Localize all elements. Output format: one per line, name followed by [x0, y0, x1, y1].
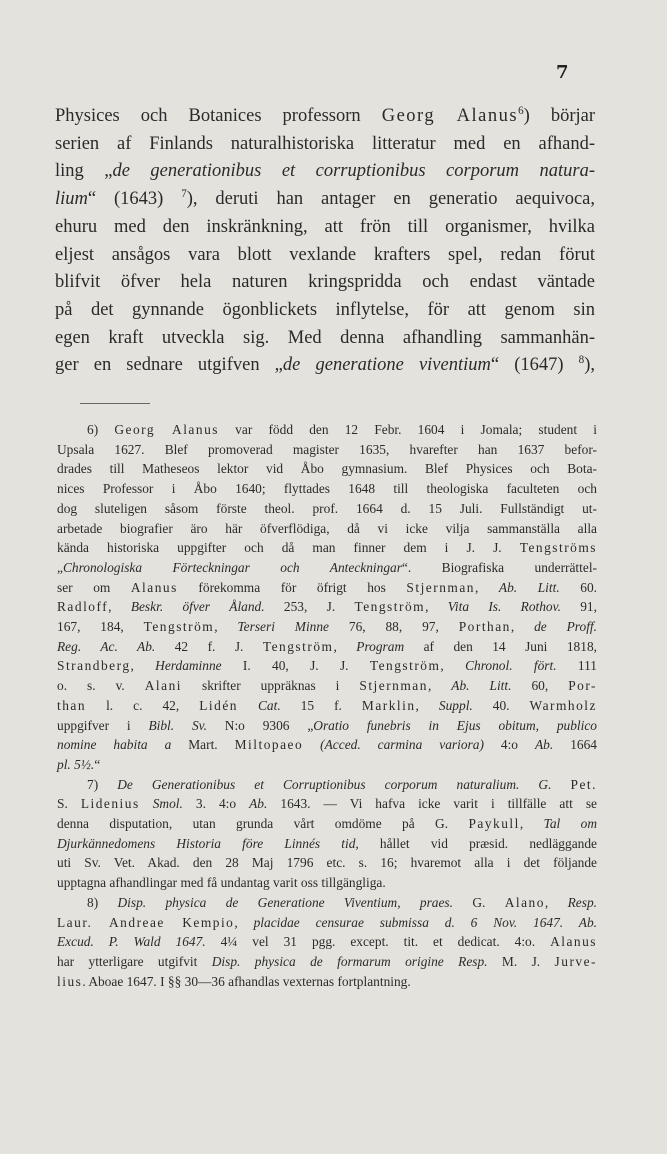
footnote-line: nomine habita a Mart. Miltopaeo (Acced. carmina variora) 4:o Ab. 1664	[57, 737, 597, 753]
footnote-line: Strandberg, Herdaminne I. 40, J. J. Tengström, Chronol. fört. 111	[57, 658, 597, 674]
footnote-line: Reg. Ac. Ab. 42 f. J. Tengström, Program af den 14 Juni 1818,	[57, 638, 597, 654]
footnote-line: kända historiska uppgifter och då man finner dem i J. J. Tengströms	[57, 540, 597, 556]
footnote-line: S. Lidenius Smol. 3. 4:o Ab. 1643. — Vi hafva icke varit i tillfälle att se	[57, 796, 597, 812]
footnote-divider	[80, 403, 150, 404]
footnote-line: lius. Aboae 1647. I §§ 30—36 afhandlas vexternas fortplantning.	[57, 973, 411, 989]
page-number: 7	[556, 62, 569, 83]
footnote-line: 167, 184, Tengström, Terseri Minne 76, 88, 97, Porthan, de Proff.	[57, 619, 598, 635]
body-line: serien af Finlands naturalhistoriska litteratur med en afhand-	[55, 133, 595, 154]
footnote-line: uppgifver i Bibl. Sv. N:o 9306 „Oratio funebris in Ejus obitum, publico	[57, 717, 597, 733]
footnote-line: pl. 5½.“	[57, 756, 101, 772]
footnote-line: denna disputation, utan grunda vårt omdöme på G. Paykull, Tal om	[57, 816, 597, 832]
body-line: egen kraft utveckla sig. Med denna afhandling sammanhän-	[55, 327, 595, 348]
footnote-line: „Chronologiska Förteckningar och Anteckningar“. Biografiska underrättel-	[57, 559, 597, 575]
body-line: på det gynnande ögonblickets inflytelse, för att genom sin	[55, 299, 595, 320]
footnote-line: Radloff, Beskr. öfver Åland. 253, J. Tengström, Vita Is. Rothov. 91,	[57, 599, 597, 615]
footnotes	[57, 420, 597, 991]
footnote-line: 6) Georg Alanus var född den 12 Febr. 1604 i Jomala; student i	[87, 422, 597, 437]
footnote-line: har ytterligare utgifvit Disp. physica de formarum origine Resp. M. J. Jurve-	[57, 953, 597, 969]
footnote-line: dog sluteligen såsom förste theol. prof. 1664 d. 15 Juli. Fullständigt ut-	[57, 500, 597, 516]
body-line: blifvit öfver hela naturen kringspridda och endast väntade	[55, 272, 595, 293]
footnote-line: drades till Matheseos lektor vid Åbo gymnasium. Blef Physices och Bota-	[57, 461, 597, 477]
body-line: ling „de generationibus et corruptionibus corporum natura-	[55, 161, 595, 182]
footnote-line: than l. c. 42, Lidén Cat. 15 f. Marklin, Suppl. 40. Warmholz	[57, 697, 597, 713]
body-line: ger en sednare utgifven „de generatione viventium“ (1647) $^8$),	[55, 354, 595, 376]
body-line: Physices och Botanices professorn Georg Alanus$^6$) börjar	[55, 104, 595, 126]
footnote-line: Excud. P. Wald 1647. 4¼ vel 31 pgg. except. tit. et dedicat. 4:o. Alanus	[57, 934, 597, 950]
main-paragraph	[55, 103, 595, 380]
footnote-line: Djurkännedomens Historia före Linnés tid, hållet vid præsid. nedläggande	[57, 835, 597, 851]
footnote-line: uti Sv. Vet. Akad. den 28 Maj 1796 etc. s. 16; hvaremot alla i det följande	[57, 855, 597, 871]
footnote-line: nices Professor i Åbo 1640; flyttades 1648 till theologiska faculteten och	[57, 481, 597, 497]
footnote-line: Upsala 1627. Blef promoverad magister 1635, hvarefter han 1637 befor-	[57, 441, 597, 457]
footnote-line: upptagna afhandlingar med få undantag varit oss tillgängliga.	[57, 875, 386, 891]
footnote-line: arbetade biografier äro här öfverflödiga, då vi icke vilja sammanställa alla	[57, 520, 597, 536]
footnote-line: Laur. Andreae Kempio, placidae censurae submissa d. 6 Nov. 1647. Ab.	[57, 914, 597, 930]
body-line: eljest ansågos vara blott vexlande krafters spel, redan förut	[55, 244, 595, 265]
body-line: ehuru med den inskränkning, att frön till organismer, hvilka	[55, 216, 595, 237]
body-line: lium“ (1643) $^7$), deruti han antager en generatio aequivoca,	[55, 187, 596, 210]
footnote-line: 8) Disp. physica de Generatione Viventium, praes. G. Alano, Resp.	[87, 894, 597, 910]
footnote-line: o. s. v. Alani skrifter uppräknas i Stjernman, Ab. Litt. 60, Por-	[57, 678, 597, 694]
footnote-line: ser om Alanus förekomma för öfrigt hos Stjernman, Ab. Litt. 60.	[57, 579, 597, 595]
footnote-line: 7) De Generationibus et Corruptionibus corporum naturalium. G. Pet.	[87, 776, 597, 792]
